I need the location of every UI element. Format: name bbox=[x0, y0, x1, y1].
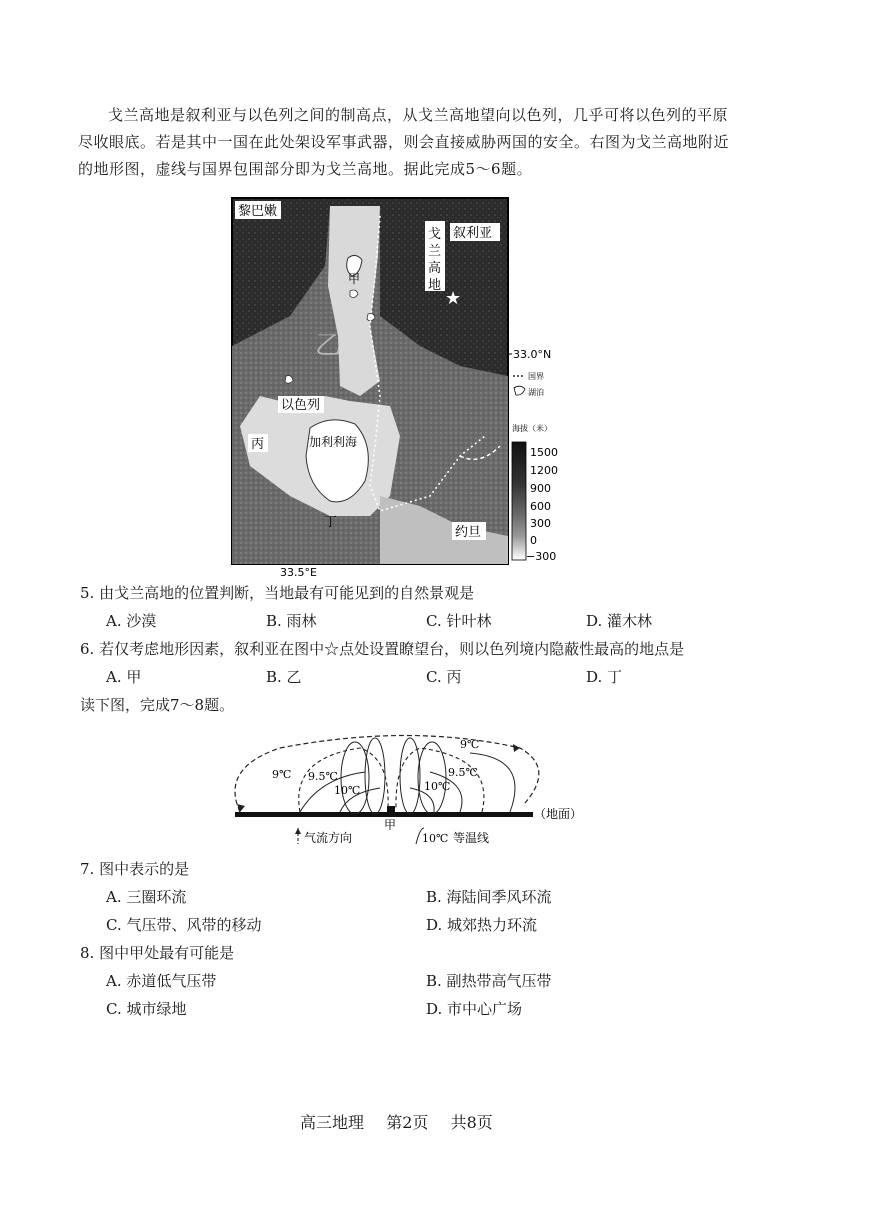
q5-option-a: A. 沙漠 bbox=[106, 612, 157, 630]
label-95c-right: 9.5℃ bbox=[448, 766, 478, 779]
passage-line: 尽收眼底。若是其中一国在此处架设军事武器，则会直接威胁两国的安全。右图为戈兰高地附近 bbox=[78, 133, 730, 151]
label-ding: 丁 bbox=[324, 515, 338, 530]
q7-option-d: D. 城郊热力环流 bbox=[426, 916, 538, 934]
q6-option-d: D. 丁 bbox=[586, 668, 623, 686]
label-95c-left: 9.5℃ bbox=[308, 770, 338, 783]
label-syria: 叙利亚 bbox=[453, 226, 493, 241]
q6-option-a: A. 甲 bbox=[106, 668, 142, 686]
label-golan-3: 高 bbox=[428, 261, 442, 276]
label-bing: 丙 bbox=[251, 437, 265, 452]
label-golan-2: 兰 bbox=[428, 244, 442, 259]
passage-line: 的地形图，虚线与国界包围部分即为戈兰高地。据此完成5～6题。 bbox=[78, 160, 533, 178]
q5-option-b: B. 雨林 bbox=[266, 612, 317, 630]
read-instruction: 读下图，完成7～8题。 bbox=[80, 696, 235, 714]
elev-tick: 300 bbox=[530, 517, 551, 530]
q6-option-b: B. 乙 bbox=[266, 668, 302, 686]
label-golan-1: 戈 bbox=[428, 227, 442, 242]
legend-lake: 湖泊 bbox=[528, 388, 544, 397]
elev-tick: 1200 bbox=[530, 464, 558, 477]
page-footer bbox=[300, 1110, 493, 1133]
elev-tick: −300 bbox=[526, 550, 557, 563]
label-9c-right: 9℃ bbox=[460, 738, 480, 751]
q7-option-b: B. 海陆间季风环流 bbox=[426, 888, 552, 906]
footer-page: 第2页 bbox=[386, 1113, 429, 1132]
label-yi: 乙 bbox=[315, 331, 342, 361]
elev-tick: 0 bbox=[530, 534, 537, 547]
label-lebanon: 黎巴嫩 bbox=[238, 204, 278, 219]
label-10c-left: 10℃ bbox=[334, 784, 361, 797]
q8-option-b: B. 副热带高气压带 bbox=[426, 972, 552, 990]
ground-line bbox=[235, 812, 533, 817]
question-7: 7. 图中表示的是 bbox=[80, 860, 190, 878]
label-golan-4: 地 bbox=[428, 278, 442, 293]
elev-tick: 600 bbox=[530, 500, 551, 513]
q7-option-c: C. 气压带、风带的移动 bbox=[106, 916, 262, 934]
q8-option-c: C. 城市绿地 bbox=[106, 1000, 187, 1018]
label-ground: （地面） bbox=[534, 807, 583, 821]
label-jia: 甲 bbox=[348, 272, 361, 286]
question-8: 8. 图中甲处最有可能是 bbox=[80, 944, 235, 962]
label-jia: 甲 bbox=[384, 818, 397, 832]
label-jordan: 约旦 bbox=[455, 525, 482, 540]
thermal-circulation-diagram bbox=[220, 728, 610, 850]
label-israel: 以色列 bbox=[281, 398, 321, 413]
star-icon: ★ bbox=[445, 288, 462, 309]
label-10c-right: 10℃ bbox=[424, 780, 451, 793]
q5-option-c: C. 针叶林 bbox=[426, 612, 492, 630]
legend-iso-value: 10℃ bbox=[422, 832, 449, 845]
passage bbox=[78, 102, 778, 183]
q7-option-a: A. 三圈环流 bbox=[106, 888, 187, 906]
legend-flow: 气流方向 bbox=[304, 831, 353, 845]
q8-option-a: A. 赤道低气压带 bbox=[106, 972, 217, 990]
elevation-title: 海拔（米） bbox=[512, 424, 552, 433]
passage-line: 戈兰高地是叙利亚与以色列之间的制高点，从戈兰高地望向以色列，几乎可将以色列的平原 bbox=[108, 106, 729, 124]
elev-tick: 900 bbox=[530, 482, 551, 495]
question-6: 6. 若仅考虑地形因素，叙利亚在图中☆点处设置瞭望台，则以色列境内隐蔽性最高的地点是 bbox=[80, 640, 685, 658]
label-9c-left: 9℃ bbox=[272, 768, 292, 781]
legend-border: 国界 bbox=[528, 372, 544, 381]
label-galilee: 加利利海 bbox=[309, 435, 358, 449]
legend-isotherm: 等温线 bbox=[453, 831, 490, 845]
q6-option-c: C. 丙 bbox=[426, 668, 462, 686]
footer-subject: 高三地理 bbox=[300, 1113, 365, 1132]
elevation-bar bbox=[512, 442, 526, 560]
golan-topographic-map bbox=[230, 196, 570, 579]
elev-tick: 1500 bbox=[530, 446, 558, 459]
question-5: 5. 由戈兰高地的位置判断，当地最有可能见到的自然景观是 bbox=[80, 584, 475, 602]
q5-option-d: D. 灌木林 bbox=[586, 612, 653, 630]
label-latitude: 33.0°N bbox=[513, 348, 552, 361]
footer-total: 共8页 bbox=[450, 1113, 493, 1132]
q8-option-d: D. 市中心广场 bbox=[426, 1000, 523, 1018]
label-longitude: 33.5°E bbox=[280, 566, 317, 579]
